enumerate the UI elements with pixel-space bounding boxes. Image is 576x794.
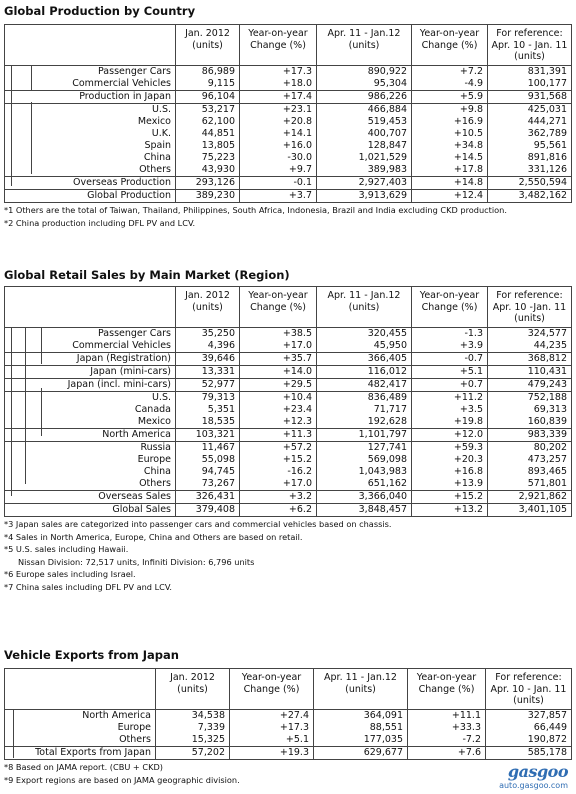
retail-group-bracket	[25, 328, 26, 388]
production-cell: 444,271	[487, 116, 571, 128]
retail-row-label: Japan (incl. mini-cars)	[67, 379, 171, 390]
production-cell: 362,789	[487, 128, 571, 140]
production-row-label: U.S.	[151, 104, 171, 115]
production-cell: +9.7	[239, 164, 316, 176]
production-row-label: Mexico	[137, 116, 171, 127]
retail-cell: 45,950	[316, 340, 411, 352]
retail-cell: 52,977	[175, 379, 239, 391]
retail-cell: 983,339	[487, 429, 571, 441]
retail-cell: 103,321	[175, 429, 239, 441]
retail-cell: 73,267	[175, 478, 239, 490]
retail-row-label: North America	[102, 429, 171, 440]
retail-cell: 192,628	[316, 416, 411, 428]
retail-cell: +19.8	[411, 416, 487, 428]
retail-cell: 479,243	[487, 379, 571, 391]
retail-row-label: China	[143, 466, 171, 477]
exports-cell: -7.2	[407, 734, 485, 746]
retail-row	[5, 404, 571, 416]
retail-cell: +29.5	[239, 379, 316, 391]
retail-row	[5, 503, 571, 516]
production-cell: 44,851	[175, 128, 239, 140]
exports-cell: 190,872	[485, 734, 571, 746]
production-cell: 890,922	[316, 66, 411, 78]
production-cell: 86,989	[175, 66, 239, 78]
retail-row	[5, 391, 571, 404]
exports-header-period: Apr. 11 - Jan.12 (units)	[313, 669, 407, 709]
retail-row-label: Japan (Registration)	[76, 353, 171, 364]
retail-cell: +23.4	[239, 404, 316, 416]
retail-cell: +12.3	[239, 416, 316, 428]
exports-row-label: North America	[82, 710, 151, 721]
exports-note: *8 Based on JAMA report. (CBU + CKD)	[4, 762, 163, 772]
retail-cell: 35,250	[175, 328, 239, 340]
production-cell: +9.8	[411, 104, 487, 116]
retail-row-label: Canada	[134, 404, 171, 415]
production-row	[5, 90, 571, 103]
exports-notes	[4, 761, 572, 786]
production-cell: 3,482,162	[487, 190, 571, 202]
exports-row-label: Total Exports from Japan	[35, 747, 151, 758]
gasgoo-url: auto.gasgoo.com	[499, 781, 568, 790]
retail-header-period: Apr. 11 - Jan.12 (units)	[316, 287, 411, 327]
production-cell: +23.1	[239, 104, 316, 116]
production-cell: +16.0	[239, 140, 316, 152]
retail-cell: +3.2	[239, 491, 316, 503]
retail-cell: +3.5	[411, 404, 487, 416]
retail-note: *7 China sales including DFL PV and LCV.	[4, 581, 172, 592]
retail-cell: +15.2	[239, 454, 316, 466]
gasgoo-watermark	[499, 762, 568, 790]
production-cell: 9,115	[175, 78, 239, 90]
production-header-ref: For reference: Apr. 10 - Jan. 11 (units)	[487, 25, 571, 65]
production-row	[5, 103, 571, 116]
production-cell: 96,104	[175, 91, 239, 103]
retail-cell: 116,012	[316, 366, 411, 378]
retail-cell: 80,202	[487, 442, 571, 454]
retail-note: *3 Japan sales are categorized into passenger cars and commercial vehicles based on chassis.	[4, 519, 392, 529]
retail-cell: 1,101,797	[316, 429, 411, 441]
production-cell: 3,913,629	[316, 190, 411, 202]
production-rows	[5, 66, 571, 202]
production-cell: 1,021,529	[316, 152, 411, 164]
exports-note: *9 Export regions are based on JAMA geographic division.	[4, 774, 240, 785]
retail-row	[5, 365, 571, 378]
production-group-bracket	[11, 102, 12, 186]
retail-cell: 836,489	[316, 392, 411, 404]
retail-cell: 3,366,040	[316, 491, 411, 503]
exports-header	[5, 669, 571, 710]
retail-cell: 18,535	[175, 416, 239, 428]
retail-cell: 482,417	[316, 379, 411, 391]
retail-cell: +11.2	[411, 392, 487, 404]
retail-group-bracket	[11, 328, 12, 496]
production-title: Global Production by Country	[4, 4, 196, 18]
exports-cell: 15,325	[155, 734, 229, 746]
production-cell: +3.7	[239, 190, 316, 202]
exports-cell: 34,538	[155, 710, 229, 722]
retail-cell: 94,745	[175, 466, 239, 478]
retail-row-label: Commercial Vehicles	[72, 340, 171, 351]
production-cell: 95,304	[316, 78, 411, 90]
retail-cell: 160,839	[487, 416, 571, 428]
retail-cell: +59.3	[411, 442, 487, 454]
retail-cell: 473,257	[487, 454, 571, 466]
production-cell: 519,453	[316, 116, 411, 128]
production-cell: 75,223	[175, 152, 239, 164]
retail-group-bracket	[25, 388, 26, 484]
retail-row-label: Russia	[140, 442, 171, 453]
exports-header-yoy: Year-on-year Change (%)	[229, 669, 313, 709]
production-cell: 389,230	[175, 190, 239, 202]
production-cell: 986,226	[316, 91, 411, 103]
retail-row	[5, 490, 571, 503]
retail-cell: +10.4	[239, 392, 316, 404]
production-cell: +5.9	[411, 91, 487, 103]
retail-cell: 5,351	[175, 404, 239, 416]
production-cell: 43,930	[175, 164, 239, 176]
retail-cell: +38.5	[239, 328, 316, 340]
production-cell: 62,100	[175, 116, 239, 128]
production-row	[5, 164, 571, 176]
retail-row	[5, 466, 571, 478]
retail-cell: -0.7	[411, 353, 487, 365]
retail-cell: 1,043,983	[316, 466, 411, 478]
retail-cell: 4,396	[175, 340, 239, 352]
exports-header-yoy2: Year-on-year Change (%)	[407, 669, 485, 709]
production-cell: +14.1	[239, 128, 316, 140]
production-cell: -0.1	[239, 177, 316, 189]
production-row	[5, 152, 571, 164]
retail-header-jan: Jan. 2012 (units)	[175, 287, 239, 327]
retail-cell: 13,331	[175, 366, 239, 378]
production-cell: 400,707	[316, 128, 411, 140]
retail-row	[5, 478, 571, 490]
production-row-label: Others	[139, 164, 171, 175]
retail-row-label: Europe	[137, 454, 171, 465]
production-group-bracket	[31, 66, 32, 90]
retail-cell: +6.2	[239, 504, 316, 516]
retail-title: Global Retail Sales by Main Market (Region)	[4, 268, 290, 282]
retail-cell: +5.1	[411, 366, 487, 378]
retail-section	[4, 268, 572, 593]
exports-row	[5, 722, 571, 734]
retail-header-yoy: Year-on-year Change (%)	[239, 287, 316, 327]
exports-cell: 66,449	[485, 722, 571, 734]
retail-cell: 569,098	[316, 454, 411, 466]
production-row	[5, 116, 571, 128]
exports-cell: +19.3	[229, 747, 313, 759]
production-cell: +14.5	[411, 152, 487, 164]
retail-cell: 320,455	[316, 328, 411, 340]
retail-cell: 55,098	[175, 454, 239, 466]
exports-cell: 364,091	[313, 710, 407, 722]
exports-cell: +11.1	[407, 710, 485, 722]
retail-cell: 110,431	[487, 366, 571, 378]
production-cell: +10.5	[411, 128, 487, 140]
exports-cell: 7,339	[155, 722, 229, 734]
production-note: *2 China production including DFL PV and LCV.	[4, 217, 196, 228]
retail-row-label: U.S.	[151, 392, 171, 403]
exports-header-jan: Jan. 2012 (units)	[155, 669, 229, 709]
retail-cell: +57.2	[239, 442, 316, 454]
production-cell: +34.8	[411, 140, 487, 152]
production-cell: +17.3	[239, 66, 316, 78]
retail-cell: -16.2	[239, 466, 316, 478]
retail-cell: +17.0	[239, 478, 316, 490]
retail-cell: +13.9	[411, 478, 487, 490]
retail-cell: +13.2	[411, 504, 487, 516]
retail-row	[5, 328, 571, 340]
retail-cell: +0.7	[411, 379, 487, 391]
retail-group-bracket	[41, 388, 42, 436]
production-row	[5, 78, 571, 90]
retail-cell: +20.3	[411, 454, 487, 466]
retail-cell: +11.3	[239, 429, 316, 441]
exports-section	[4, 648, 572, 786]
production-cell: 128,847	[316, 140, 411, 152]
retail-cell: 324,577	[487, 328, 571, 340]
production-cell: 100,177	[487, 78, 571, 90]
gasgoo-logo: gasgoo	[507, 762, 568, 781]
retail-cell: 11,467	[175, 442, 239, 454]
production-row	[5, 189, 571, 202]
exports-header-ref: For reference: Apr. 10 - Jan. 11 (units)	[485, 669, 571, 709]
retail-row-label: Others	[139, 478, 171, 489]
retail-note: *4 Sales in North America, Europe, China and Others are based on retail.	[4, 531, 303, 542]
production-row-label: Production in Japan	[79, 91, 171, 102]
production-cell: 425,031	[487, 104, 571, 116]
retail-cell: +14.0	[239, 366, 316, 378]
production-cell: 293,126	[175, 177, 239, 189]
exports-table	[4, 668, 572, 760]
exports-cell: 57,202	[155, 747, 229, 759]
production-cell: +20.8	[239, 116, 316, 128]
production-row-label: China	[143, 152, 171, 163]
exports-cell: 327,857	[485, 710, 571, 722]
retail-cell: 79,313	[175, 392, 239, 404]
production-row	[5, 140, 571, 152]
production-header-period: Apr. 11 - Jan.12 (units)	[316, 25, 411, 65]
exports-group-bracket	[13, 710, 14, 758]
exports-cell: +17.3	[229, 722, 313, 734]
retail-cell: 651,162	[316, 478, 411, 490]
retail-row	[5, 378, 571, 391]
retail-header-yoy2: Year-on-year Change (%)	[411, 287, 487, 327]
retail-cell: -1.3	[411, 328, 487, 340]
retail-note: Nissan Division: 72,517 units, Infiniti Division: 6,796 units	[18, 556, 255, 567]
retail-cell: 71,717	[316, 404, 411, 416]
retail-cell: 366,405	[316, 353, 411, 365]
retail-row	[5, 454, 571, 466]
retail-row-label: Global Sales	[112, 504, 171, 515]
production-cell: 2,927,403	[316, 177, 411, 189]
production-cell: 891,816	[487, 152, 571, 164]
retail-cell: 893,465	[487, 466, 571, 478]
retail-notes	[4, 518, 572, 593]
retail-cell: 571,801	[487, 478, 571, 490]
exports-row-label: Others	[119, 734, 151, 745]
production-row	[5, 128, 571, 140]
production-note: *1 Others are the total of Taiwan, Thailand, Philippines, South Africa, Indonesia, Brazil and India excluding CKD production.	[4, 205, 507, 215]
production-header-yoy: Year-on-year Change (%)	[239, 25, 316, 65]
production-cell: 53,217	[175, 104, 239, 116]
retail-rows	[5, 328, 571, 516]
production-cell: -30.0	[239, 152, 316, 164]
retail-cell: 39,646	[175, 353, 239, 365]
production-row	[5, 176, 571, 189]
exports-cell: 629,677	[313, 747, 407, 759]
production-row-label: Spain	[144, 140, 171, 151]
retail-cell: +17.0	[239, 340, 316, 352]
production-cell: 389,983	[316, 164, 411, 176]
production-row-label: Commercial Vehicles	[72, 78, 171, 89]
retail-row	[5, 340, 571, 352]
exports-row	[5, 746, 571, 759]
exports-cell: 88,551	[313, 722, 407, 734]
retail-cell: +3.9	[411, 340, 487, 352]
exports-cell: +33.3	[407, 722, 485, 734]
production-cell: 831,391	[487, 66, 571, 78]
production-cell: +16.9	[411, 116, 487, 128]
retail-row	[5, 416, 571, 428]
retail-cell: +16.8	[411, 466, 487, 478]
production-cell: +7.2	[411, 66, 487, 78]
retail-cell: +15.2	[411, 491, 487, 503]
retail-row-label: Overseas Sales	[98, 491, 171, 502]
retail-cell: 752,188	[487, 392, 571, 404]
exports-cell: 585,178	[485, 747, 571, 759]
exports-row	[5, 734, 571, 746]
production-row	[5, 66, 571, 78]
production-row-label: U.K.	[151, 128, 171, 139]
exports-row	[5, 710, 571, 722]
exports-title: Vehicle Exports from Japan	[4, 648, 179, 662]
retail-header-ref: For reference: Apr. 10 -Jan. 11 (units)	[487, 287, 571, 327]
retail-cell: 379,408	[175, 504, 239, 516]
retail-cell: +12.0	[411, 429, 487, 441]
production-cell: 13,805	[175, 140, 239, 152]
retail-cell: 3,401,105	[487, 504, 571, 516]
exports-cell: +5.1	[229, 734, 313, 746]
production-header-jan: Jan. 2012 (units)	[175, 25, 239, 65]
production-cell: 2,550,594	[487, 177, 571, 189]
production-section	[4, 4, 572, 229]
exports-cell: +7.6	[407, 747, 485, 759]
retail-header	[5, 287, 571, 328]
retail-row-label: Passenger Cars	[98, 328, 171, 339]
exports-rows	[5, 710, 571, 759]
production-cell: 931,568	[487, 91, 571, 103]
production-cell: 95,561	[487, 140, 571, 152]
retail-row-label: Mexico	[137, 416, 171, 427]
production-cell: +18.0	[239, 78, 316, 90]
production-cell: 331,126	[487, 164, 571, 176]
production-row-label: Global Production	[87, 190, 171, 201]
retail-cell: +35.7	[239, 353, 316, 365]
exports-row-label: Europe	[117, 722, 151, 733]
retail-cell: 3,848,457	[316, 504, 411, 516]
production-row-label: Passenger Cars	[98, 66, 171, 77]
production-group-bracket	[31, 102, 32, 174]
production-cell: 466,884	[316, 104, 411, 116]
retail-note: *5 U.S. sales including Hawaii.	[4, 544, 129, 554]
production-table	[4, 24, 572, 203]
retail-cell: 127,741	[316, 442, 411, 454]
production-cell: +17.4	[239, 91, 316, 103]
production-cell: +17.8	[411, 164, 487, 176]
retail-cell: 326,431	[175, 491, 239, 503]
retail-cell: 69,313	[487, 404, 571, 416]
production-notes	[4, 204, 572, 229]
retail-cell: 2,921,862	[487, 491, 571, 503]
production-header	[5, 25, 571, 66]
retail-note: *6 Europe sales including Israel.	[4, 569, 136, 579]
production-row-label: Overseas Production	[73, 177, 171, 188]
exports-cell: 177,035	[313, 734, 407, 746]
retail-table	[4, 286, 572, 517]
retail-row	[5, 352, 571, 365]
production-group-bracket	[11, 66, 12, 102]
retail-row	[5, 428, 571, 441]
retail-row-label: Japan (mini-cars)	[90, 366, 171, 377]
production-header-yoy2: Year-on-year Change (%)	[411, 25, 487, 65]
retail-cell: 44,235	[487, 340, 571, 352]
production-cell: +12.4	[411, 190, 487, 202]
production-cell: +14.8	[411, 177, 487, 189]
retail-row	[5, 441, 571, 454]
retail-cell: 368,812	[487, 353, 571, 365]
retail-group-bracket	[41, 328, 42, 364]
exports-cell: +27.4	[229, 710, 313, 722]
production-cell: -4.9	[411, 78, 487, 90]
